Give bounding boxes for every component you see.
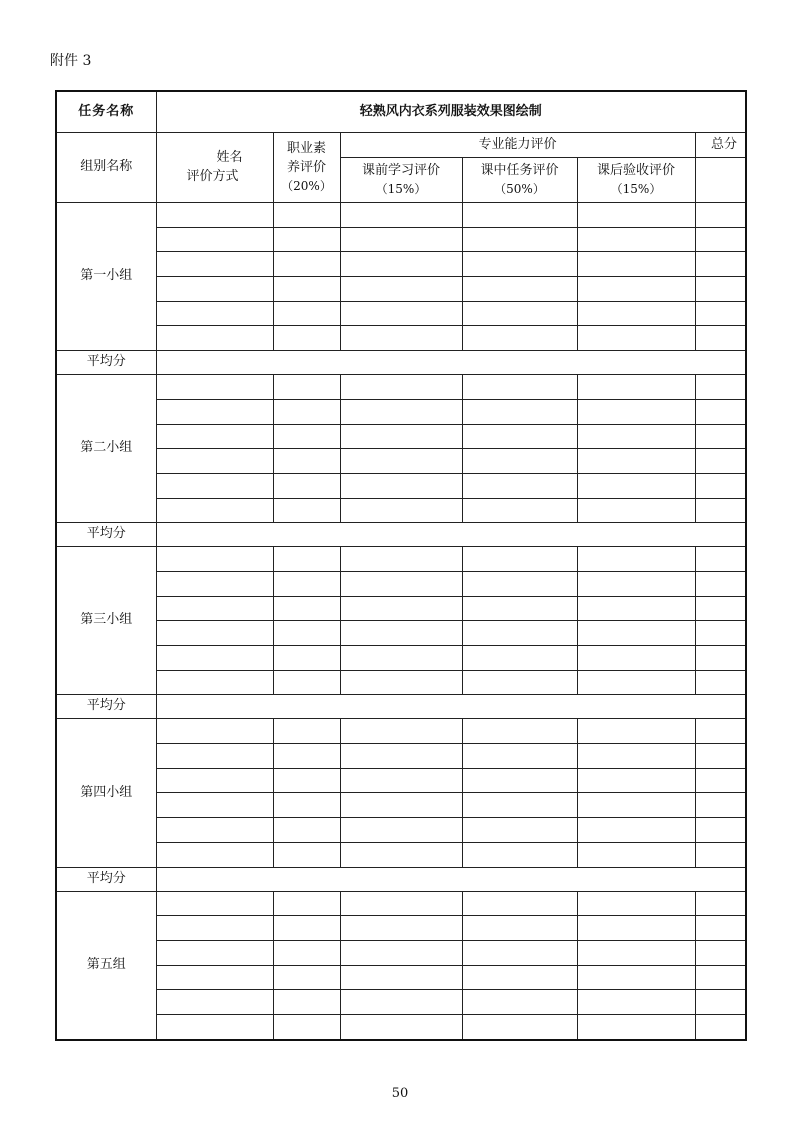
score-cell[interactable] [695, 252, 746, 277]
score-cell[interactable] [156, 424, 273, 449]
score-cell[interactable] [273, 940, 340, 965]
score-cell[interactable] [340, 768, 462, 793]
score-cell[interactable] [462, 940, 577, 965]
score-cell[interactable] [273, 203, 340, 228]
score-cell[interactable] [462, 670, 577, 695]
table-row [56, 596, 746, 621]
score-cell[interactable] [273, 768, 340, 793]
score-cell[interactable] [340, 646, 462, 671]
score-cell[interactable] [462, 768, 577, 793]
table-row [56, 744, 746, 769]
score-cell[interactable] [695, 621, 746, 646]
score-cell[interactable] [577, 301, 695, 326]
score-cell[interactable] [340, 326, 462, 351]
header-in-class-pct: （50%） [494, 181, 545, 196]
score-cell[interactable] [695, 498, 746, 523]
score-cell[interactable] [156, 891, 273, 916]
score-cell[interactable] [462, 990, 577, 1015]
score-cell[interactable] [273, 793, 340, 818]
score-cell[interactable] [462, 891, 577, 916]
score-cell[interactable] [695, 793, 746, 818]
score-cell[interactable] [462, 965, 577, 990]
score-cell[interactable] [577, 473, 695, 498]
score-cell[interactable] [695, 940, 746, 965]
score-cell[interactable] [577, 1014, 695, 1039]
header-group-name: 组别名称 [56, 133, 156, 203]
score-cell[interactable] [273, 891, 340, 916]
score-cell[interactable] [273, 719, 340, 744]
score-cell[interactable] [156, 670, 273, 695]
table-row [56, 252, 746, 277]
average-label: 平均分 [56, 523, 156, 547]
score-cell[interactable] [577, 547, 695, 572]
table-row [56, 891, 746, 916]
score-cell[interactable] [273, 670, 340, 695]
score-cell[interactable] [273, 227, 340, 252]
score-cell[interactable] [273, 965, 340, 990]
score-cell[interactable] [577, 571, 695, 596]
score-cell[interactable] [273, 1014, 340, 1039]
header-pre-class [340, 158, 462, 203]
score-cell[interactable] [695, 916, 746, 941]
score-cell[interactable] [577, 965, 695, 990]
header-in-class [462, 158, 577, 203]
header-method: 评价方式 [186, 168, 239, 184]
score-cell[interactable] [695, 301, 746, 326]
score-cell[interactable] [156, 227, 273, 252]
score-cell[interactable] [273, 473, 340, 498]
score-cell[interactable] [695, 424, 746, 449]
header-professional-quality [273, 133, 340, 203]
score-cell[interactable] [156, 842, 273, 867]
header-in-class-label: 课中任务评价 [480, 162, 559, 178]
score-cell[interactable] [340, 227, 462, 252]
task-label: 任务名称 [56, 91, 156, 133]
score-cell[interactable] [577, 399, 695, 424]
score-cell[interactable] [462, 916, 577, 941]
average-label: 平均分 [56, 695, 156, 719]
score-cell[interactable] [156, 768, 273, 793]
score-cell[interactable] [695, 744, 746, 769]
score-cell[interactable] [156, 916, 273, 941]
score-cell[interactable] [156, 375, 273, 400]
table-row [56, 449, 746, 474]
header-pre-class-pct: （15%） [375, 181, 427, 196]
score-cell[interactable] [273, 399, 340, 424]
table-row [56, 793, 746, 818]
score-cell[interactable] [577, 916, 695, 941]
table-row [56, 719, 746, 744]
score-cell[interactable] [273, 842, 340, 867]
score-cell[interactable] [577, 744, 695, 769]
score-cell[interactable] [156, 203, 273, 228]
score-cell[interactable] [577, 227, 695, 252]
score-cell[interactable] [156, 719, 273, 744]
score-cell[interactable] [156, 473, 273, 498]
score-cell[interactable] [462, 498, 577, 523]
table-row [56, 965, 746, 990]
score-cell[interactable] [273, 498, 340, 523]
score-cell[interactable] [695, 449, 746, 474]
table-row [56, 842, 746, 867]
task-row [56, 91, 746, 133]
score-cell[interactable] [340, 793, 462, 818]
header-total-blank [695, 158, 746, 203]
table-row [56, 990, 746, 1015]
header-post-class [577, 158, 695, 203]
header-pre-class-label: 课前学习评价 [361, 162, 440, 178]
score-cell[interactable] [462, 203, 577, 228]
score-cell[interactable] [273, 916, 340, 941]
score-cell[interactable] [156, 571, 273, 596]
score-cell[interactable] [695, 719, 746, 744]
score-cell[interactable] [577, 768, 695, 793]
score-cell[interactable] [156, 277, 273, 302]
score-cell[interactable] [577, 621, 695, 646]
score-cell[interactable] [340, 547, 462, 572]
table-row [56, 818, 746, 843]
header-professional-ability: 专业能力评价 [340, 133, 695, 158]
score-cell[interactable] [340, 277, 462, 302]
score-cell[interactable] [156, 326, 273, 351]
score-cell[interactable] [577, 498, 695, 523]
score-cell[interactable] [462, 326, 577, 351]
score-cell[interactable] [462, 473, 577, 498]
average-row [56, 695, 746, 719]
score-cell[interactable] [462, 571, 577, 596]
evaluation-table [55, 90, 747, 1041]
page-number: 50 [391, 1086, 409, 1101]
score-cell[interactable] [273, 596, 340, 621]
header-row-1 [56, 133, 746, 158]
score-cell[interactable] [462, 719, 577, 744]
table-row [56, 301, 746, 326]
table-row [56, 399, 746, 424]
score-cell[interactable] [156, 940, 273, 965]
group-name-cell: 第一小组 [56, 203, 156, 351]
header-name: 姓名 [216, 149, 243, 165]
average-value-cell[interactable] [156, 867, 746, 891]
score-cell[interactable] [156, 596, 273, 621]
score-cell[interactable] [156, 793, 273, 818]
score-cell[interactable] [462, 793, 577, 818]
score-cell[interactable] [577, 424, 695, 449]
score-cell[interactable] [273, 621, 340, 646]
score-cell[interactable] [273, 571, 340, 596]
score-cell[interactable] [695, 399, 746, 424]
score-cell[interactable] [577, 277, 695, 302]
average-value-cell[interactable] [156, 695, 746, 719]
score-cell[interactable] [340, 990, 462, 1015]
group-name-cell: 第三小组 [56, 547, 156, 695]
score-cell[interactable] [695, 227, 746, 252]
score-cell[interactable] [577, 326, 695, 351]
score-cell[interactable] [577, 596, 695, 621]
score-cell[interactable] [695, 990, 746, 1015]
score-cell[interactable] [340, 916, 462, 941]
score-cell[interactable] [340, 203, 462, 228]
group-name-cell: 第五组 [56, 891, 156, 1040]
header-pq-line2: 养评价 [286, 159, 326, 175]
group-name-cell: 第二小组 [56, 375, 156, 523]
score-cell[interactable] [695, 473, 746, 498]
table-row [56, 326, 746, 351]
score-cell[interactable] [156, 990, 273, 1015]
score-cell[interactable] [695, 375, 746, 400]
table-row [56, 670, 746, 695]
score-cell[interactable] [462, 547, 577, 572]
score-cell[interactable] [695, 277, 746, 302]
header-post-class-label: 课后验收评价 [596, 162, 675, 178]
score-cell[interactable] [577, 818, 695, 843]
score-cell[interactable] [695, 891, 746, 916]
score-cell[interactable] [156, 301, 273, 326]
score-cell[interactable] [273, 818, 340, 843]
score-cell[interactable] [340, 891, 462, 916]
score-cell[interactable] [695, 768, 746, 793]
table-row [56, 621, 746, 646]
score-cell[interactable] [273, 252, 340, 277]
table-row [56, 424, 746, 449]
score-cell[interactable] [340, 1014, 462, 1039]
average-value-cell[interactable] [156, 523, 746, 547]
average-label: 平均分 [56, 351, 156, 375]
table-row [56, 277, 746, 302]
table-row [56, 646, 746, 671]
score-cell[interactable] [462, 842, 577, 867]
score-cell[interactable] [695, 571, 746, 596]
table-row [56, 1014, 746, 1039]
score-cell[interactable] [340, 375, 462, 400]
score-cell[interactable] [273, 449, 340, 474]
score-cell[interactable] [156, 252, 273, 277]
score-cell[interactable] [462, 375, 577, 400]
score-cell[interactable] [577, 252, 695, 277]
average-value-cell[interactable] [156, 351, 746, 375]
score-cell[interactable] [340, 842, 462, 867]
average-row [56, 867, 746, 891]
score-cell[interactable] [156, 818, 273, 843]
score-cell[interactable] [340, 473, 462, 498]
score-cell[interactable] [695, 842, 746, 867]
score-cell[interactable] [156, 399, 273, 424]
score-cell[interactable] [273, 424, 340, 449]
score-cell[interactable] [462, 252, 577, 277]
table-row [56, 473, 746, 498]
score-cell[interactable] [577, 646, 695, 671]
score-cell[interactable] [695, 646, 746, 671]
score-cell[interactable] [340, 399, 462, 424]
table-row [56, 940, 746, 965]
table-row [56, 768, 746, 793]
score-cell[interactable] [462, 424, 577, 449]
score-cell[interactable] [273, 990, 340, 1015]
score-cell[interactable] [577, 940, 695, 965]
score-cell[interactable] [273, 375, 340, 400]
score-cell[interactable] [462, 449, 577, 474]
score-cell[interactable] [340, 449, 462, 474]
table-row [56, 498, 746, 523]
score-cell[interactable] [156, 1014, 273, 1039]
score-cell[interactable] [340, 301, 462, 326]
table-row [56, 547, 746, 572]
score-cell[interactable] [577, 842, 695, 867]
score-cell[interactable] [340, 498, 462, 523]
score-cell[interactable] [577, 891, 695, 916]
score-cell[interactable] [462, 744, 577, 769]
average-label: 平均分 [56, 867, 156, 891]
score-cell[interactable] [340, 252, 462, 277]
header-pq-pct: （20%） [281, 178, 332, 193]
task-title: 轻熟风内衣系列服装效果图绘制 [156, 91, 746, 133]
score-cell[interactable] [273, 301, 340, 326]
score-cell[interactable] [156, 449, 273, 474]
score-cell[interactable] [340, 670, 462, 695]
score-cell[interactable] [462, 399, 577, 424]
score-cell[interactable] [695, 326, 746, 351]
score-cell[interactable] [273, 547, 340, 572]
header-post-class-pct: （15%） [610, 181, 662, 196]
table-row [56, 916, 746, 941]
score-cell[interactable] [462, 301, 577, 326]
score-cell[interactable] [340, 965, 462, 990]
table-row [56, 203, 746, 228]
score-cell[interactable] [695, 818, 746, 843]
score-cell[interactable] [273, 744, 340, 769]
score-cell[interactable] [462, 1014, 577, 1039]
score-cell[interactable] [577, 719, 695, 744]
score-cell[interactable] [340, 596, 462, 621]
score-cell[interactable] [695, 203, 746, 228]
group-name-cell: 第四小组 [56, 719, 156, 867]
score-cell[interactable] [577, 375, 695, 400]
header-pq-line1: 职业素 [286, 140, 326, 156]
score-cell[interactable] [340, 818, 462, 843]
score-cell[interactable] [695, 547, 746, 572]
score-cell[interactable] [695, 1014, 746, 1039]
score-cell[interactable] [156, 621, 273, 646]
header-name-method [156, 133, 273, 203]
score-cell[interactable] [462, 646, 577, 671]
table-row [56, 571, 746, 596]
score-cell[interactable] [695, 965, 746, 990]
score-cell[interactable] [695, 670, 746, 695]
score-cell[interactable] [462, 227, 577, 252]
score-cell[interactable] [340, 621, 462, 646]
average-row [56, 351, 746, 375]
header-total: 总分 [695, 133, 746, 158]
score-cell[interactable] [340, 744, 462, 769]
score-cell[interactable] [273, 277, 340, 302]
score-cell[interactable] [577, 203, 695, 228]
table-row [56, 375, 746, 400]
score-cell[interactable] [462, 818, 577, 843]
score-cell[interactable] [340, 571, 462, 596]
score-cell[interactable] [273, 326, 340, 351]
score-cell[interactable] [577, 670, 695, 695]
score-cell[interactable] [577, 449, 695, 474]
score-cell[interactable] [462, 596, 577, 621]
score-cell[interactable] [462, 621, 577, 646]
score-cell[interactable] [462, 277, 577, 302]
score-cell[interactable] [340, 940, 462, 965]
score-cell[interactable] [156, 547, 273, 572]
score-cell[interactable] [273, 646, 340, 671]
attachment-label: 附件 3 [50, 53, 92, 69]
table-row [56, 227, 746, 252]
average-row [56, 523, 746, 547]
score-cell[interactable] [156, 965, 273, 990]
score-cell[interactable] [340, 719, 462, 744]
score-cell[interactable] [577, 793, 695, 818]
score-cell[interactable] [340, 424, 462, 449]
score-cell[interactable] [156, 744, 273, 769]
score-cell[interactable] [695, 596, 746, 621]
score-cell[interactable] [156, 498, 273, 523]
score-cell[interactable] [577, 990, 695, 1015]
score-cell[interactable] [156, 646, 273, 671]
